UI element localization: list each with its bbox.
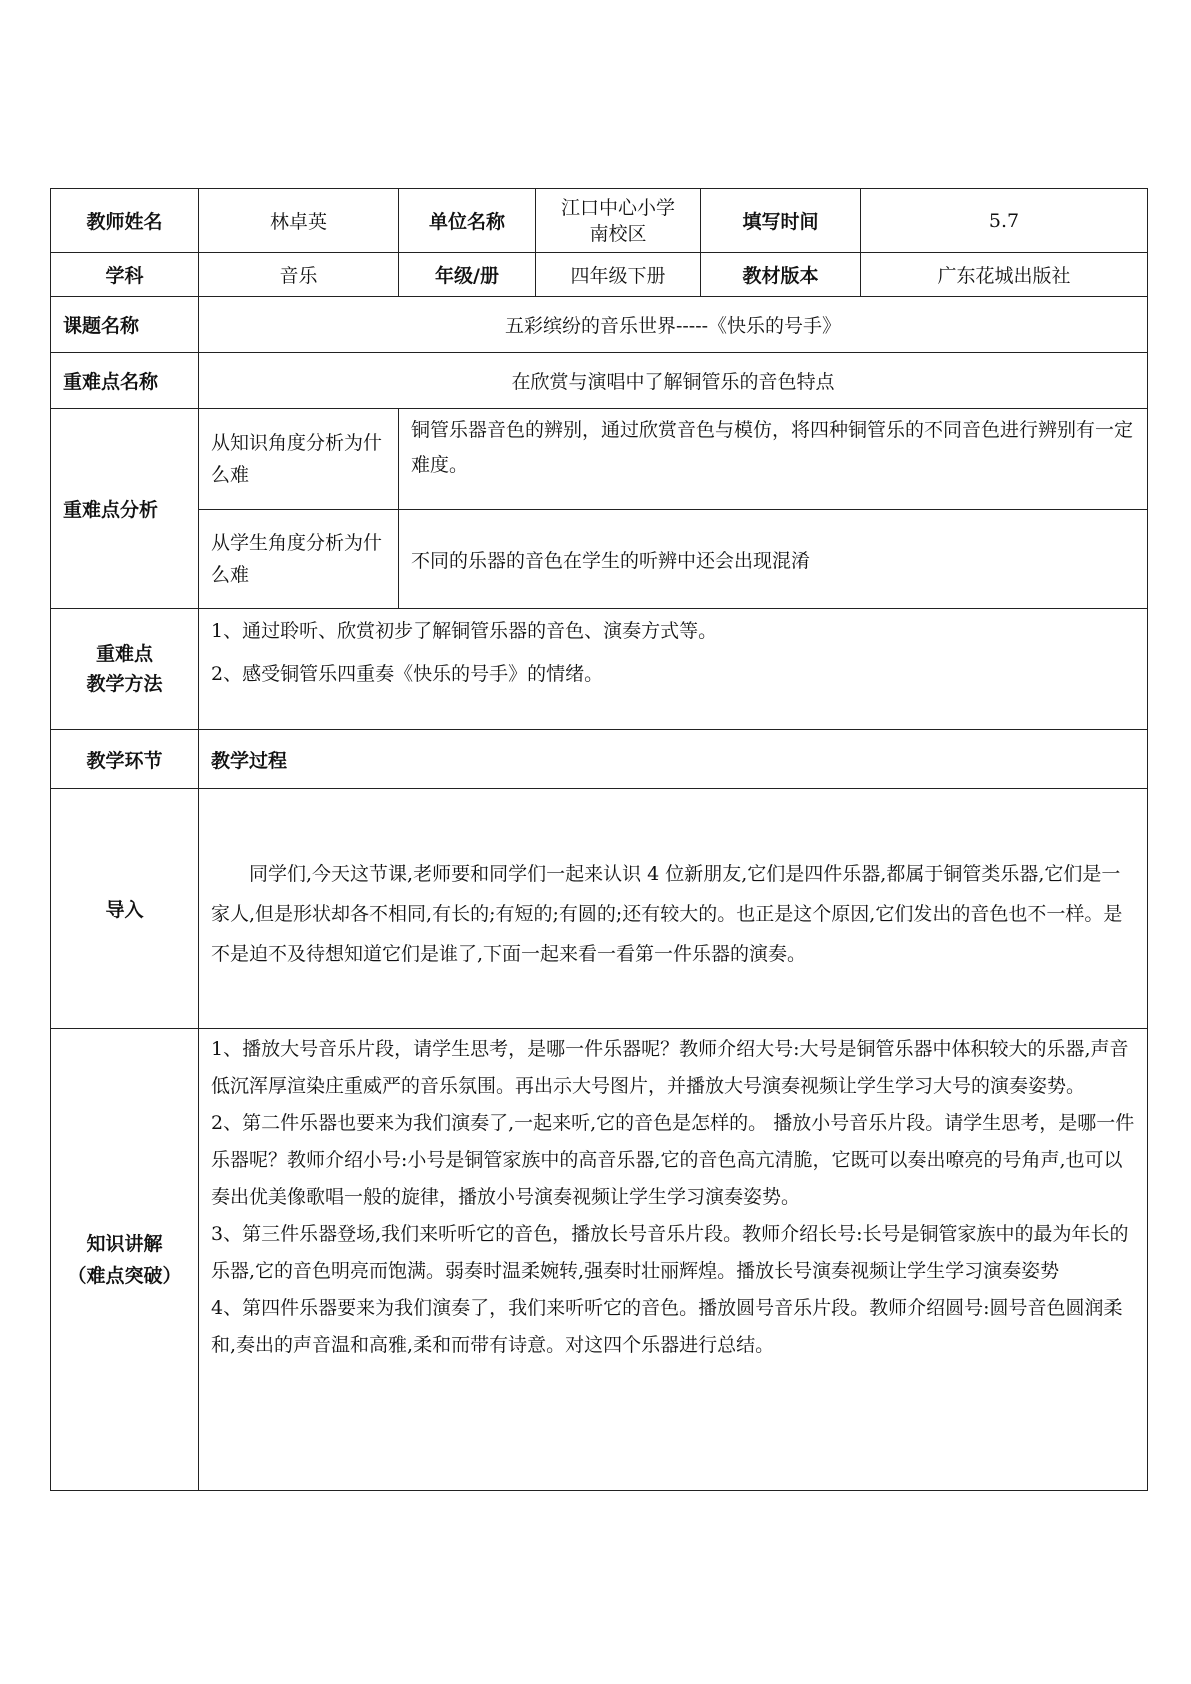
edition-value: 广东花城出版社	[861, 253, 1148, 297]
date-label: 填写时间	[701, 189, 861, 253]
intro-label: 导入	[51, 789, 199, 1029]
analysis-row-knowledge	[51, 409, 1148, 510]
date-value: 5.7	[861, 189, 1148, 253]
method-row	[51, 609, 1148, 730]
subject-label: 学科	[51, 253, 199, 297]
teacher-value: 林卓英	[199, 189, 399, 253]
grade-value: 四年级下册	[536, 253, 701, 297]
knowledge-label-line1: 知识讲解	[86, 1232, 163, 1255]
key-point-label: 重难点名称	[51, 353, 199, 409]
analysis-student-value: 不同的乐器的音色在学生的听辨中还会出现混淆	[399, 510, 1148, 609]
knowledge-label-line2: （难点突破）	[67, 1264, 182, 1287]
analysis-knowledge-value: 铜管乐器音色的辨别，通过欣赏音色与模仿，将四种铜管乐的不同音色进行辨别有一定难度。	[399, 409, 1148, 510]
intro-cell	[199, 789, 1148, 1029]
method-label-line2: 教学方法	[86, 673, 163, 695]
unit-value-line1: 江口中心小学	[560, 196, 675, 219]
knowledge-item: 4、第四件乐器要来为我们演奏了，我们来听听它的音色。播放圆号音乐片段。教师介绍圆号:圆号音色圆润柔和,奏出的声音温和高雅,柔和而带有诗意。对这四个乐器进行总结。	[211, 1297, 1123, 1356]
header-row-1	[51, 189, 1148, 253]
analysis-row-student	[51, 510, 1148, 609]
analysis-student-label: 从学生角度分析为什么难	[199, 510, 399, 609]
teacher-label: 教师姓名	[51, 189, 199, 253]
unit-label: 单位名称	[399, 189, 536, 253]
knowledge-item: 1、播放大号音乐片段，请学生思考，是哪一件乐器呢？教师介绍大号:大号是铜管乐器中体积较大的乐器,声音低沉浑厚渲染庄重威严的音乐氛围。再出示大号图片，并播放大号演奏视频让学生学习大号的演奏姿势。	[211, 1038, 1129, 1097]
topic-label: 课题名称	[51, 297, 199, 353]
method-item: 1、通过聆听、欣赏初步了解铜管乐器的音色、演奏方式等。	[211, 620, 718, 642]
edition-label: 教材版本	[701, 253, 861, 297]
knowledge-label	[51, 1029, 199, 1491]
intro-row	[51, 789, 1148, 1029]
knowledge-item: 3、第三件乐器登场,我们来听听它的音色，播放长号音乐片段。教师介绍长号:长号是铜管家族中的最为年长的乐器,它的音色明亮而饱满。弱奏时温柔婉转,强奏时壮丽辉煌。播放长号演奏视频让学生学习演奏姿势	[211, 1223, 1129, 1282]
process-label: 教学过程	[199, 730, 1148, 789]
lesson-plan-sheet	[50, 188, 1147, 1491]
stage-label: 教学环节	[51, 730, 199, 789]
knowledge-list	[199, 1029, 1148, 1491]
unit-value	[536, 189, 701, 253]
method-list	[199, 609, 1148, 730]
intro-text: 同学们,今天这节课,老师要和同学们一起来认识 4 位新朋友,它们是四件乐器,都属于铜管类乐器,它们是一家人,但是形状却各不相同,有长的;有短的;有圆的;还有较大的。也正是这个原因,它们发出的音色也不一样。是不是迫不及待想知道它们是谁了,下面一起来看一看第一件乐器的演奏。	[211, 862, 1123, 965]
knowledge-item: 2、第二件乐器也要来为我们演奏了,一起来听,它的音色是怎样的。 播放小号音乐片段。请学生思考，是哪一件乐器呢？教师介绍小号:小号是铜管家族中的高音乐器,它的音色高亢清脆，它既可以奏出嘹亮的号角声,也可以奏出优美像歌唱一般的旋律，播放小号演奏视频让学生学习演奏姿势。	[211, 1112, 1135, 1208]
grade-label: 年级/册	[399, 253, 536, 297]
analysis-label: 重难点分析	[51, 409, 199, 609]
knowledge-row	[51, 1029, 1148, 1491]
method-item: 2、感受铜管乐四重奏《快乐的号手》的情绪。	[211, 663, 604, 685]
header-row-2	[51, 253, 1148, 297]
key-point-value: 在欣赏与演唱中了解铜管乐的音色特点	[199, 353, 1148, 409]
process-header-row	[51, 730, 1148, 789]
unit-value-line2: 南校区	[589, 222, 647, 245]
method-label-line1: 重难点	[95, 643, 153, 665]
method-label	[51, 609, 199, 730]
key-point-row	[51, 353, 1148, 409]
topic-row	[51, 297, 1148, 353]
subject-value: 音乐	[199, 253, 399, 297]
topic-value: 五彩缤纷的音乐世界-----《快乐的号手》	[199, 297, 1148, 353]
lesson-plan-table	[50, 188, 1148, 1491]
analysis-knowledge-label: 从知识角度分析为什么难	[199, 409, 399, 510]
